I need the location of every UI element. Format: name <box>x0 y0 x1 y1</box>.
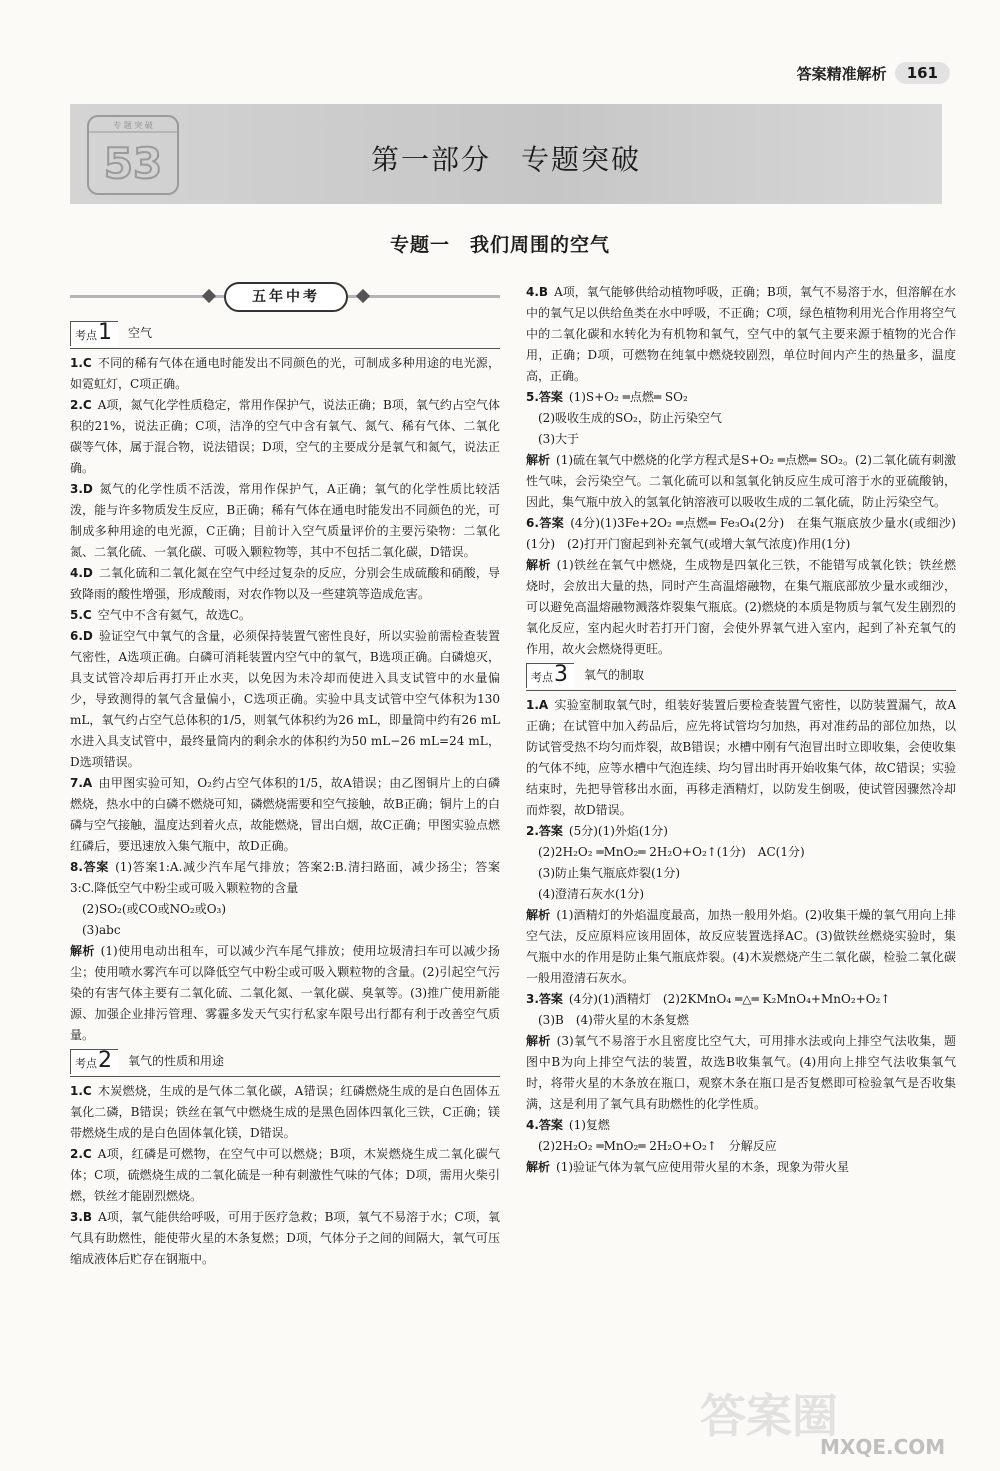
question-8-answer: 8.答案 (1)答案1:A.减少汽车尾气排放；答案2:B.清扫路面，减少扬尘；答案3:C.降低空气中粉尘或可吸入颗粒物的含量 <box>70 860 500 895</box>
kp3-heading: 考点 3 氧气的制取 <box>526 664 956 688</box>
kp3-q4-answer: 4.答案 (1)复燃 <box>526 1118 610 1132</box>
question: 4.D 二氧化硫和二氧化氮在空气中经过复杂的反应，分别会生成硫酸和硝酸，导致降雨的酸性增强，形成酸雨，对农作物以及一些建筑等造成危害。 <box>70 566 500 601</box>
question: 2.C A项，红磷是可燃物，在空气中可以燃烧；B项，木炭燃烧生成二氧化碳气体；C项，硫燃烧生成的二氧化硫是一种有刺激性气味的气体；D项，需用火柴引燃，铁丝才能剧烈燃烧。 <box>70 1147 500 1203</box>
answer-line: (3)abc <box>82 923 121 937</box>
kp3-q3-analysis: 解析 (3)氧气不易溶于水且密度比空气大，可用排水法或向上排空气法收集，题图中B为向上排空气法的装置，故选B收集氧气。(4)用向上排空气法收集氧气时，将带火星的木条放在瓶口，观察木条在瓶口是否复燃即可检验氧气是否收集满，这是利用了氧气具有助燃性的化学性质。 <box>526 1034 956 1111</box>
question-5-answer: 5.答案 (1)S+O₂ ═点燃═ SO₂ <box>526 390 688 404</box>
question-5-analysis: 解析 (1)硫在氧气中燃烧的化学方程式是S+O₂ ═点燃═ SO₂。(2)二氧化硫有刺激性气味，会污染空气。二氧化硫可以和氢氧化钠反应生成可溶于水的亚硫酸钠，因此，集气瓶中放入的氢氧化钠溶液可以吸收生成的二氧化硫，防止污染空气。 <box>526 453 956 509</box>
question: 1.A 实验室制取氧气时，组装好装置后要检查装置气密性，以防装置漏气，故A正确；在试管中加入药品后，应先将试管均匀加热，再对准药品的部位加热，以防试管受热不均匀而炸裂，故B错误；水槽中刚有气泡冒出时立即收集，会使收集的气体不纯，应等水槽中气泡连续、均匀冒出时再开始收集气体，故C错误；实验结束时，先把导管移出水面，再移走酒精灯，以防发生倒吸，使试管因骤然冷却而炸裂，故D错误。 <box>526 698 956 817</box>
question: 3.D 氮气的化学性质不活泼，常用作保护气，A正确；氧气的化学性质比较活泼，能与许多物质发生反应，B正确；稀有气体在通电时能发出不同颜色的光，可制成多种用途的电光源，C正确；目前计入空气质量评价的主要污染物：二氧化氮、二氧化硫、一氧化碳、可吸入颗粒物等，其中不包括二氧化碳，D错误。 <box>70 482 500 559</box>
kp2-name: 氧气的性质和用途 <box>128 1054 225 1068</box>
page-number: 161 <box>895 62 950 84</box>
question-8-analysis: 解析 (1)使用电动出租车，可以减少汽车尾气排放；使用垃圾清扫车可以减少扬尘；使用喷水雾汽车可以降低空气中粉尘或可吸入颗粒物的含量。(2)引起空气污染的有害气体主要有二氧化硫、二氧化氮、一氧化碳、臭氧等。(3)推广使用新能源、加强企业排污管理、雾霾多发天气实行私家车限号出行都有利于改善空气质量。 <box>70 944 500 1042</box>
watermark-site: MXQE.COM <box>820 1435 946 1459</box>
answer-line: (3)防止集气瓶底炸裂(1分) <box>538 866 680 880</box>
question: 1.C 不同的稀有气体在通电时能发出不同颜色的光，可制成多种用途的电光源，如霓虹灯，C项正确。 <box>70 356 500 391</box>
question: 4.B A项，氧气能够供给动植物呼吸，正确；B项，氧气不易溶于水，但溶解在水中的氧气足以供给鱼类在水中呼吸，不正确；C项，绿色植物利用光合作用将空气中的二氧化碳和水转化为有机物和氧气，空气中的氧气主要来源于植物的光合作用，正确；D项，可燃物在纯氧中燃烧较剧烈，单位时间内产生的热量多，温度高，正确。 <box>526 285 956 383</box>
answer-line: (2)2H₂O₂ ═MnO₂═ 2H₂O+O₂↑ 分解反应 <box>538 1139 777 1153</box>
answer-line: (3)B (4)带火星的木条复燃 <box>538 1013 689 1027</box>
right-column <box>526 282 956 1178</box>
question: 7.A 由甲图实验可知，O₂约占空气体积的1/5，故A错误；由乙图铜片上的白磷燃烧，热水中的白磷不燃烧可知，磷燃烧需要和空气接触，故B正确；铜片上的白磷与空气接触，温度达到着火点，故能燃烧，冒出白烟，故C正确；甲图实验点燃红磷后，要迅速放入集气瓶中，故D正确。 <box>70 776 500 853</box>
running-head <box>797 62 950 84</box>
answer-line: (4)澄清石灰水(1分) <box>538 887 644 901</box>
question: 3.B A项，氧气能供给呼吸，可用于医疗急救；B项，氧气不易溶于水；C项，氧气具有助燃性，能使带火星的木条复燃；D项，气体分子之间的间隔大，氧气可压缩成液体后贮存在钢瓶中。 <box>70 1210 500 1266</box>
part-title: 第一部分 专题突破 <box>370 143 641 176</box>
kp3-q3-answer: 3.答案 (4分)(1)酒精灯 (2)2KMnO₄ ═△═ K₂MnO₄+MnO₂+O₂↑ <box>526 992 891 1006</box>
svg-text:专 题 突 破: 专 题 突 破 <box>113 121 153 130</box>
kp1-name: 空气 <box>128 326 153 340</box>
kp1-heading: 考点 1 空气 <box>70 322 500 346</box>
question: 5.C 空气中不含有氦气，故选C。 <box>70 608 251 622</box>
kp3-q2-answer: 2.答案 (5分)(1)外焰(1分) <box>526 824 668 838</box>
svg-text:53: 53 <box>103 139 163 188</box>
running-head-title: 答案精准解析 <box>796 64 887 83</box>
answer-line: (2)2H₂O₂ ═MnO₂═ 2H₂O+O₂↑(1分) AC(1分) <box>538 845 805 859</box>
question-6-answer: 6.答案 (4分)(1)3Fe+2O₂ ═点燃═ Fe₃O₄(2分) 在集气瓶底放少量水(或细沙)(1分) (2)打开门窗起到补充氧气(或增大氧气浓度)作用(1分) <box>526 516 956 551</box>
five-year-badge: 五年中考 <box>224 282 348 312</box>
kp3-q4-analysis: 解析 (1)验证气体为氧气应使用带火星的木条，现象为带火星 <box>526 1160 850 1174</box>
question-6-analysis: 解析 (1)铁丝在氧气中燃烧，生成物是四氧化三铁，不能错写成氧化铁；铁丝燃烧时，会放出大量的热，同时产生高温熔融物，在集气瓶底部放少量水或细沙，可以避免高温熔融物溅落炸裂集气瓶底。(2)燃烧的本质是物质与氧气发生剧烈的氧化反应，室内起火时若打开门窗，会使外界氧气进入室内，起到了补充氧气的作用，故火会燃烧得更旺。 <box>526 558 956 656</box>
question: 1.C 木炭燃烧，生成的是气体二氧化碳，A错误；红磷燃烧生成的是白色固体五氧化二磷，B错误；铁丝在氧气中燃烧生成的是黑色固体四氧化三铁，C正确；镁带燃烧生成的是白色固体氧化镁，D错误。 <box>70 1084 500 1140</box>
left-column <box>70 280 500 1270</box>
part-banner <box>70 104 942 204</box>
kp3-q2-analysis: 解析 (1)酒精灯的外焰温度最高，加热一般用外焰。(2)收集干燥的氧气用向上排空气法，反应原料应该用固体，故反应装置选择AC。(3)做铁丝燃烧实验时，集气瓶中水的作用是防止集气瓶底炸裂。(4)木炭燃烧产生二氧化碳，检验二氧化碳一般用澄清石灰水。 <box>526 908 956 985</box>
watermark-logo: 答案圈 <box>700 1389 838 1443</box>
question: 2.C A项，氮气化学性质稳定，常用作保护气，说法正确；B项，氧气约占空气体积的21%，说法正确；C项，洁净的空气中含有氧气、氮气、稀有气体、二氧化碳等气体，属于混合物，说法错误；D项，空气的主要成分是氧气和氮气，说法正确。 <box>70 398 500 475</box>
question: 6.D 验证空气中氧气的含量，必须保持装置气密性良好，所以实验前需检查装置气密性，A选项正确。白磷可消耗装置内空气中的氧气，B选项正确。白磷熄灭，具支试管冷却后再打开止水夹，以免因为未冷却而使进入具支试管中的水量偏少，导致测得的氧气含量偏小，C选项正确。实验中具支试管中空气体积为130 mL，氧气约占空气总体积的1/5，则氧气体积约为26 mL，即量筒中约有26 mL水进入具支试管中，最终量筒内的剩余水的体积约为50 mL−26 mL=24 mL，D选项错误。 <box>70 629 500 769</box>
kp3-name: 氧气的制取 <box>584 668 645 682</box>
answer-line: (3)大于 <box>538 432 579 446</box>
answer-line: (2)吸收生成的SO₂，防止污染空气 <box>538 411 722 425</box>
answer-line: (2)SO₂(或CO或NO₂或O₃) <box>82 902 227 916</box>
topic-title: 专题一 我们周围的空气 <box>389 234 610 256</box>
kp2-heading: 考点 2 氧气的性质和用途 <box>70 1050 500 1074</box>
five-year-heading <box>70 280 500 316</box>
